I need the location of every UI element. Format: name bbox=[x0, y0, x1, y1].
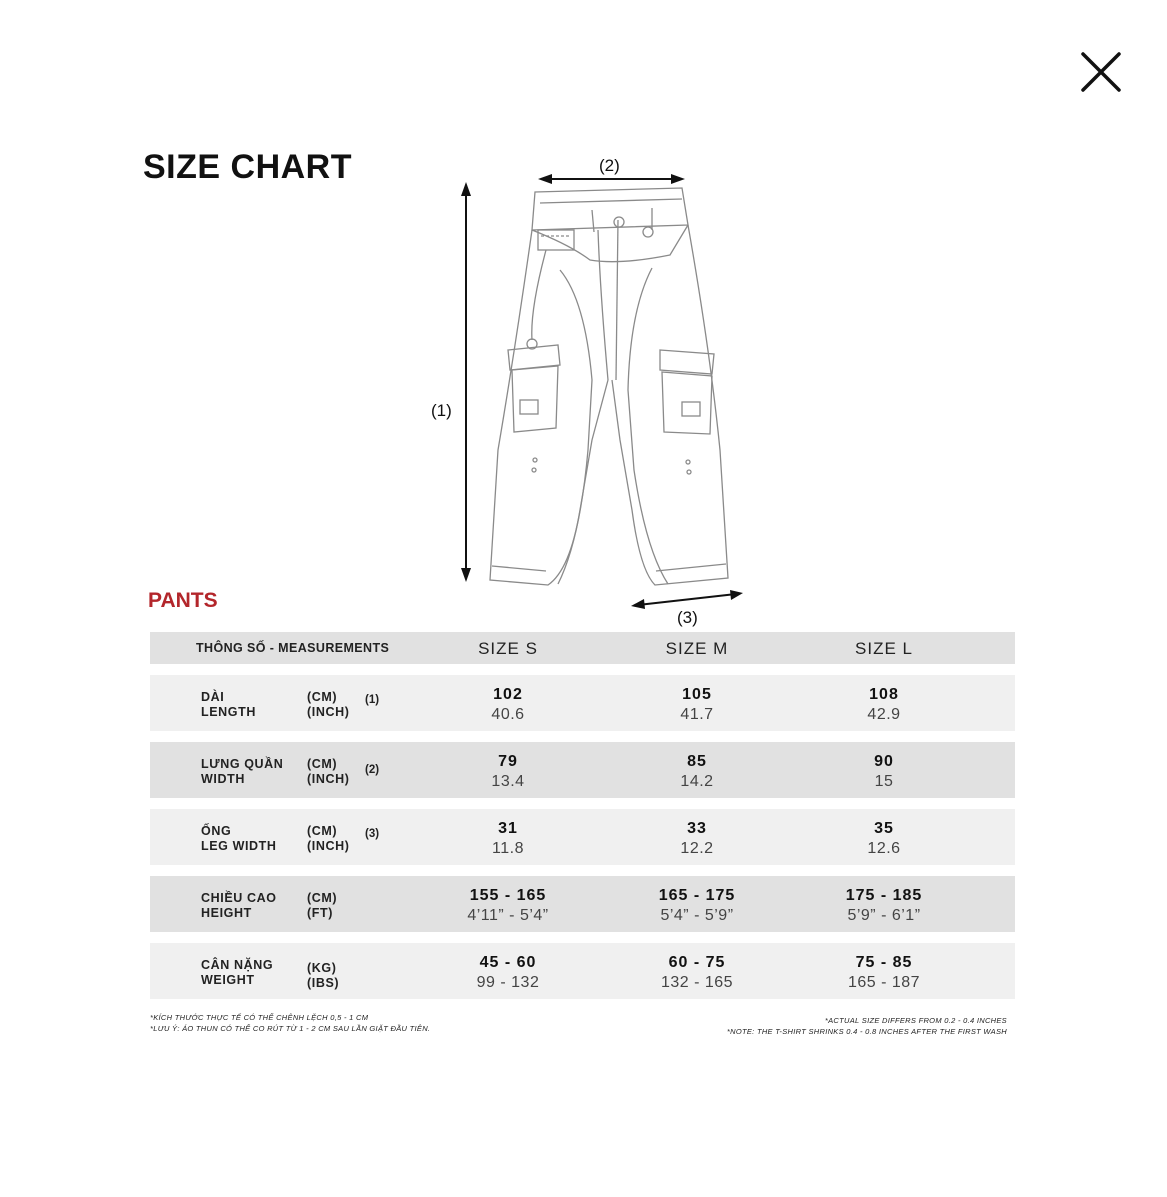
category-label: PANTS bbox=[148, 589, 218, 612]
footnote-vietnamese: *KÍCH THƯỚC THỰC TẾ CÓ THỂ CHÊNH LỆCH 0,5 - 1 CM *LƯU Ý: ÁO THUN CÓ THỂ CO RÚT TỪ 1 - 2 CM SAU LẦN GIẶT ĐẦU TIÊN. bbox=[150, 1013, 431, 1033]
size-m-header: SIZE M bbox=[665, 639, 729, 658]
table-header bbox=[150, 632, 1015, 664]
table-cell: 31 11.8 bbox=[492, 820, 524, 857]
close-button[interactable] bbox=[1078, 49, 1124, 95]
table-cell: 105 41.7 bbox=[680, 686, 714, 723]
size-s-header: SIZE S bbox=[478, 639, 538, 658]
table-cell: 35 12.6 bbox=[867, 820, 901, 857]
dimension-leg-arrow bbox=[631, 590, 743, 609]
table-cell: 155 - 165 4’11” - 5’4” bbox=[467, 887, 549, 924]
page-title: SIZE CHART bbox=[143, 148, 352, 186]
table-cell: 45 - 60 99 - 132 bbox=[476, 954, 540, 991]
row-unit: (CM) (INCH) bbox=[307, 690, 350, 719]
table-cell: 90 15 bbox=[874, 753, 894, 790]
table-cell: 33 12.2 bbox=[680, 820, 714, 857]
row-label: DÀI LENGTH bbox=[201, 690, 256, 719]
table-cell: 108 42.9 bbox=[867, 686, 901, 723]
row-label: ỐNG LEG WIDTH bbox=[201, 824, 277, 853]
pants-outline bbox=[490, 188, 728, 585]
table-row-width bbox=[150, 742, 1015, 798]
row-unit: (CM) (INCH) bbox=[307, 757, 350, 786]
table-cell: 60 - 75 132 - 165 bbox=[660, 954, 734, 991]
table-cell: 175 - 185 5’9” - 6’1” bbox=[845, 887, 923, 924]
row-label: LƯNG QUẦN WIDTH bbox=[201, 757, 284, 786]
row-unit: (KG) (IBS) bbox=[307, 961, 340, 990]
row-ref: (1) bbox=[365, 694, 380, 706]
row-unit: (CM) (INCH) bbox=[307, 824, 350, 853]
measurements-header: THÔNG SỐ - MEASUREMENTS bbox=[196, 641, 390, 655]
table-row-leg-width bbox=[150, 809, 1015, 865]
row-label: CHIỀU CAO HEIGHT bbox=[201, 891, 277, 920]
table-row-length bbox=[150, 675, 1015, 731]
dimension-label-3: (3) bbox=[677, 608, 698, 627]
table-row-weight bbox=[150, 943, 1015, 999]
table-cell: 75 - 85 165 - 187 bbox=[847, 954, 921, 991]
dimension-width-arrow bbox=[538, 174, 685, 184]
table-row-height bbox=[150, 876, 1015, 932]
pants-diagram bbox=[420, 150, 760, 630]
footnote-english: *ACTUAL SIZE DIFFERS FROM 0.2 - 0.4 INCHES *NOTE: THE T-SHIRT SHRINKS 0.4 - 0.8 INCHES AFTER THE FIRST WASH bbox=[726, 1016, 1007, 1036]
dimension-label-2: (2) bbox=[599, 156, 620, 175]
row-ref: (2) bbox=[365, 764, 380, 776]
table-cell: 85 14.2 bbox=[680, 753, 714, 790]
close-icon bbox=[1078, 49, 1124, 95]
row-ref: (3) bbox=[365, 828, 380, 840]
table-cell: 102 40.6 bbox=[491, 686, 525, 723]
table-cell: 79 13.4 bbox=[491, 753, 525, 790]
dimension-label-1: (1) bbox=[431, 401, 452, 420]
size-l-header: SIZE L bbox=[855, 639, 913, 658]
row-label: CÂN NẶNG WEIGHT bbox=[201, 958, 274, 987]
table-cell: 165 - 175 5’4” - 5’9” bbox=[658, 887, 736, 924]
size-table bbox=[150, 632, 1015, 999]
dimension-length-arrow bbox=[461, 182, 471, 582]
row-unit: (CM) (FT) bbox=[307, 891, 338, 920]
